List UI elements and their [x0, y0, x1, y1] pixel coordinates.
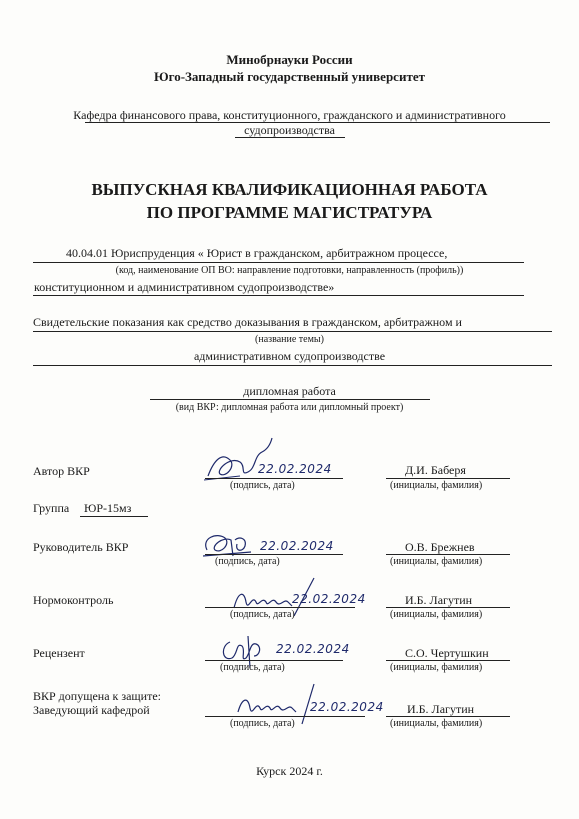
reviewer-name: С.О. Чертушкин: [405, 646, 489, 660]
reviewer-label: Рецензент: [33, 646, 85, 660]
document-title-line-1: ВЫПУСКНАЯ КВАЛИФИКАЦИОННАЯ РАБОТА: [91, 180, 488, 199]
work-type-caption: (вид ВКР: дипломная работа или дипломный проект): [175, 402, 404, 413]
group-underline: [80, 516, 148, 517]
supervisor-name-caption: (инициалы, фамилия): [390, 556, 483, 567]
head-name-line: [386, 716, 510, 717]
head-name: И.Б. Лагутин: [407, 702, 475, 716]
admission-label: ВКР допущена к защите:: [33, 689, 161, 703]
author-name-caption: (инициалы, фамилия): [390, 480, 483, 491]
normcontrol-date: 22.02.2024: [292, 592, 366, 606]
reviewer-date: 22.02.2024: [276, 642, 350, 656]
department-line-1: Кафедра финансового права, конституционного, гражданского и административного: [73, 108, 506, 122]
program-line-2: конституционном и административном судопроизводстве»: [34, 280, 335, 294]
group-value: ЮР-15мз: [84, 501, 132, 515]
author-sign-caption: (подпись, дата): [230, 480, 295, 491]
topic-underline-1: [33, 331, 552, 332]
author-date: 22.02.2024: [258, 462, 332, 476]
head-label: Заведующий кафедрой: [33, 703, 150, 717]
program-caption: (код, наименование ОП ВО: направление подготовки, направленность (профиль)): [115, 265, 464, 276]
supervisor-sign-caption: (подпись, дата): [215, 556, 280, 567]
normcontrol-sign-caption: (подпись, дата): [230, 609, 295, 620]
topic-line-1: Свидетельские показания как средство доказывания в гражданском, арбитражном и: [33, 315, 462, 329]
normcontrol-name: И.Б. Лагутин: [405, 593, 473, 607]
topic-underline-2: [33, 365, 552, 366]
normcontrol-sign-line: [205, 607, 355, 608]
head-date: 22.02.2024: [310, 700, 384, 714]
head-sign-caption: (подпись, дата): [230, 718, 295, 729]
program-line-1: 40.04.01 Юриспруденция « Юрист в гражданском, арбитражном процессе,: [66, 246, 448, 260]
group-label: Группа: [33, 501, 70, 515]
supervisor-name-line: [386, 554, 510, 555]
supervisor-date: 22.02.2024: [260, 539, 334, 553]
supervisor-sign-line: [205, 554, 343, 555]
reviewer-sign-caption: (подпись, дата): [220, 662, 285, 673]
reviewer-name-caption: (инициалы, фамилия): [390, 662, 483, 673]
topic-line-2: административном судопроизводстве: [193, 349, 386, 363]
author-name: Д.И. Баберя: [405, 463, 466, 477]
normcontrol-name-line: [386, 607, 510, 608]
program-underline-2: [33, 295, 524, 296]
head-name-caption: (инициалы, фамилия): [390, 718, 483, 729]
normcontrol-label: Нормоконтроль: [33, 593, 114, 607]
supervisor-name: О.В. Брежнев: [405, 540, 475, 554]
author-sign-line: [205, 478, 343, 479]
university: Юго-Западный государственный университет: [154, 69, 425, 84]
work-type-underline: [150, 399, 430, 400]
city-year: Курск 2024 г.: [256, 764, 323, 778]
topic-caption: (название темы): [255, 334, 324, 345]
supervisor-label: Руководитель ВКР: [33, 540, 129, 554]
department-line-2: судопроизводства: [244, 123, 335, 137]
author-name-line: [386, 478, 510, 479]
department-underline-2: [235, 137, 345, 138]
program-underline-1: [33, 262, 524, 263]
ministry: Минобрнауки России: [226, 52, 353, 67]
author-label: Автор ВКР: [33, 464, 90, 478]
document-title-line-2: ПО ПРОГРАММЕ МАГИСТРАТУРА: [146, 203, 433, 222]
head-sign-line: [205, 716, 365, 717]
work-type-value: дипломная работа: [243, 384, 336, 398]
normcontrol-name-caption: (инициалы, фамилия): [390, 609, 483, 620]
reviewer-name-line: [386, 660, 510, 661]
reviewer-sign-line: [205, 660, 343, 661]
